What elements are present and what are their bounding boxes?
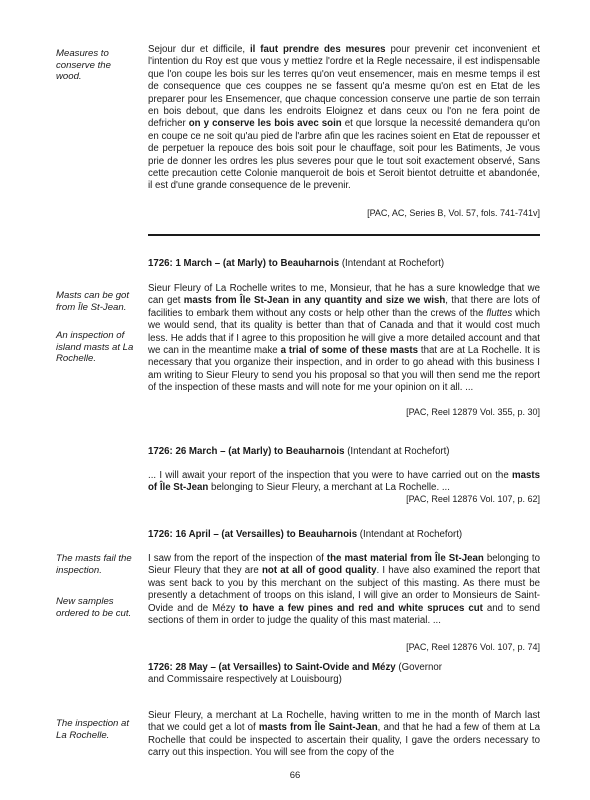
margin-note-masts-available: Masts can be got from Île St-Jean. [56, 290, 130, 313]
entry-heading: 1726: 26 March – (at Marly) to Beauharnois (Intendant at Rochefort) [148, 446, 450, 457]
entry-heading: 1726: 1 March – (at Marly) to Beauharnois (Intendant at Rochefort) [148, 258, 445, 269]
entry-heading: 1726: 16 April – (at Versailles) to Beauharnois (Intendant at Rochefort) [148, 529, 463, 540]
citation: [PAC, Reel 12876 Vol. 107, p. 74] [406, 642, 540, 652]
citation: [PAC, Reel 12876 Vol. 107, p. 62] [406, 494, 540, 504]
margin-note-inspection-la-rochelle: The inspection at La Rochelle. [56, 718, 130, 741]
entry-heading: 1726: 28 May – (at Versailles) to Saint-Ovide and Mézy (Governor and Commissaire respectively at Louisbourg) [148, 662, 442, 686]
margin-note-inspection: An inspection of island masts at La Rochelle. [56, 330, 134, 365]
page-number: 66 [289, 770, 301, 781]
entry-body: ... I will await your report of the inspection that you were to have carried out on the masts of Île St-Jean belonging to Sieur Fleury, a merchant at La Rochelle. ... [148, 470, 540, 494]
entry-body: I saw from the report of the inspection of the mast material from Île St-Jean belonging to Sieur Fleury that they are not at all of good quality. I have also examined the report that was sent back to you by this merchant on the subject of this masting. As there must be presently a detachment of troops on this island, I will give an order to Monsieurs de Saint-Ovide and de Mézy to have a few pines and red and white spruces cut and to send sections of them in order to judge the quality of this mast material. ... [148, 553, 541, 627]
entry-body: Sieur Fleury, a merchant at La Rochelle, having written to me in the month of March last that we could get a lot of masts from Île Saint-Jean, and that he had a few of them at La Rochelle that could be inspected to ascertain their quality, I gave the orders necessary to carry out this inspection. You will see from the copy of the [148, 710, 540, 759]
entry-body: Sieur Fleury of La Rochelle writes to me, Monsieur, that he has a sure knowledge that we can get masts from Île St-Jean in any quantity and size we wish, that there are lots of facilities to embark them without any costs or help other than the crews of the fluttes which we would send, that its quality is better than that of Canada and that it would cost much less. He adds that if I agree to this proposition he will give a more detailed account and that we can in the meantime make a trial of some of these masts that are at La Rochelle. It is necessary that you organize their inspection, and in order to go ahead with this business I am writing to Sieur Fleury to send you his proposal so that you will then send me the report of the inspection of these masts and will note for me your opinion on it all. ... [148, 283, 540, 394]
citation: [PAC, Reel 12879 Vol. 355, p. 30] [406, 407, 540, 417]
margin-note-masts-fail: The masts fail the inspection. [56, 553, 132, 576]
section-divider [148, 234, 540, 236]
margin-note-new-samples: New samples ordered to be cut. [56, 596, 132, 619]
french-passage: Sejour dur et difficile, il faut prendre des mesures pour prevenir cet inconvenient et l'intention du Roy est que vous y mettiez l'ordre et la Regle necessaire, il est indispensable que l'on coupe les bois sur les terres qu'on veut ensemencer, mais en mesme temps il est de consequence que ces couppes ne se fassent qu'a mesme qu'on est en Etat de les preparer pour les Ensemencer, que chaque concession conserve une partie de son terrain en bois debout, que dans les endroits Eloignez et dans ceux ou l'on ne fera point de defricher on y conserve les bois avec soin et que lorsque la necessité demandera qu'on en coupe ce ne soit qu'au pied de l'arbre afin que les racines soient en Etat de repousser et de perpetuer la repouce des bois soit pour le chauffage, soit pour les Batiments, Je vous prie de donner les ordres les plus severes pour que le tout soit exactement observé, Sans cette precaution cette Colonie manqueroit de bois et Seroit bientot detruitte et abandonée, il est d'une grande consequence de le prevenir. [148, 44, 540, 192]
emphasis: il faut prendre des mesures [249, 44, 386, 55]
margin-note-conserve-wood: Measures to conserve the wood. [56, 48, 111, 83]
emphasis: on y conserve les bois avec soin [188, 118, 342, 130]
citation: [PAC, AC, Series B, Vol. 57, fols. 741-741v] [367, 208, 540, 218]
